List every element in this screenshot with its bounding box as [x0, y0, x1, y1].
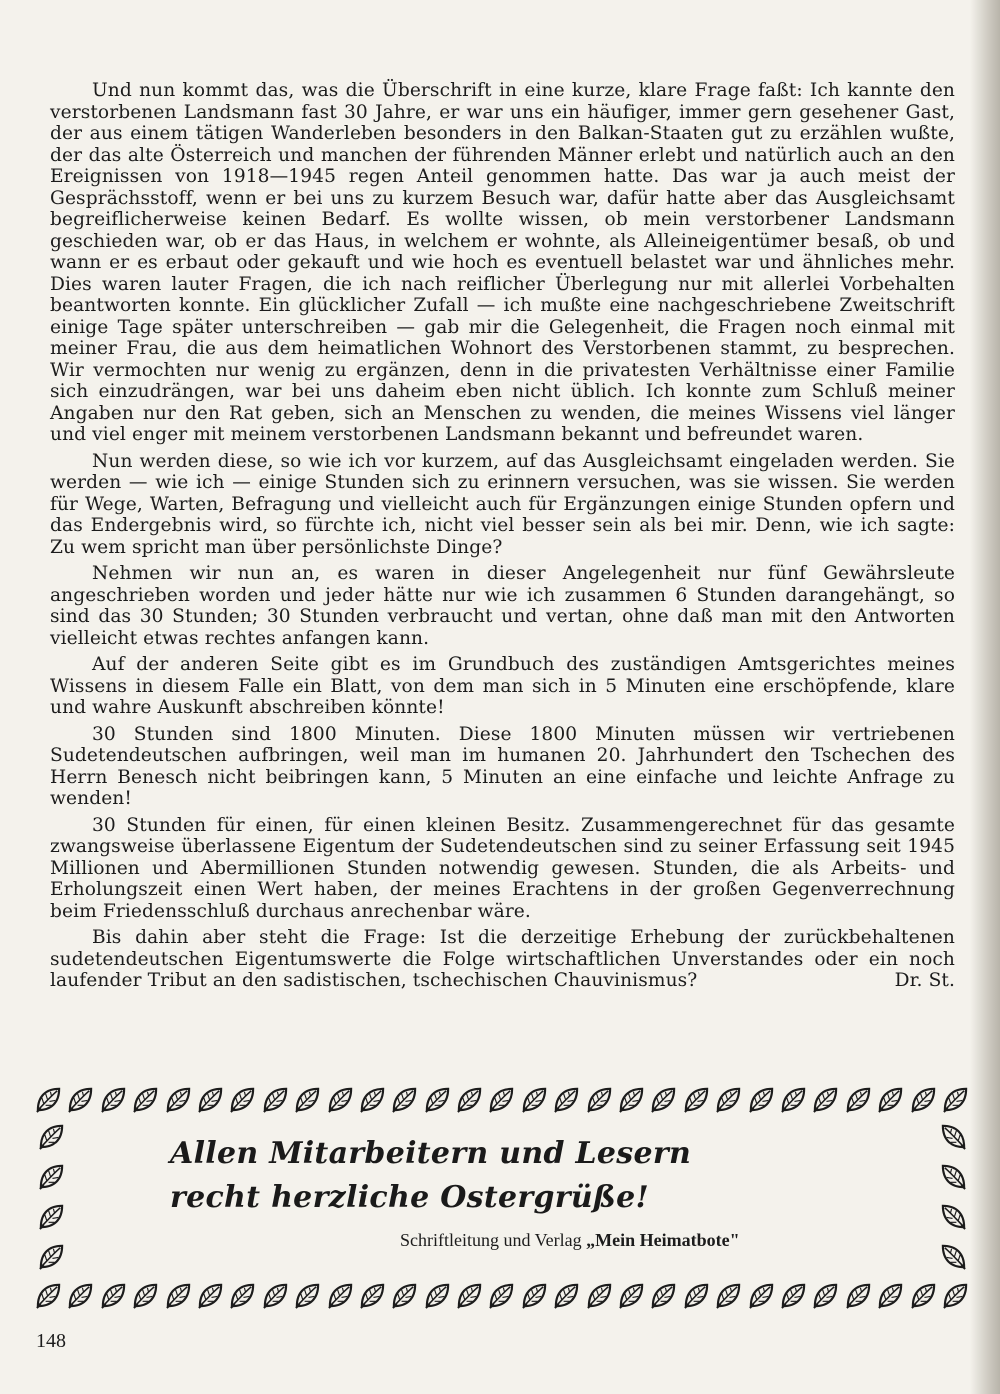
leaf-icon [585, 1085, 614, 1114]
greeting-line-1: Allen Mitarbeitern und Lesern [170, 1136, 692, 1171]
publisher-name: „Mein Heimatbote" [586, 1230, 740, 1250]
leaf-icon [358, 1281, 387, 1310]
paragraph-2: Nun werden diese, so wie ich vor kurzem, auf das Ausgleichsamt eingeladen werden. Sie werden — wie ich — einige Stunden sich zu erinnern versuchen, was sie wissen. Sie werden für Wege, Warten, Befragung und vielleicht auch für Ergänzungen einige Stunden opfern und das Endergebnis wird, so fürchte ich, nicht viel besser sein als bei mir. Denn, wie ich sagte: Zu wem spricht man über persönlichste Dinge? [50, 450, 955, 558]
leaf-icon [617, 1281, 646, 1310]
leaf-icon [487, 1085, 516, 1114]
greeting-text [170, 1132, 691, 1220]
leaf-icon [682, 1085, 711, 1114]
leaf-icon [34, 1281, 63, 1310]
author-signature: Dr. St. [894, 970, 955, 991]
leaf-icon [747, 1281, 776, 1310]
leaf-icon [909, 1085, 938, 1114]
paragraph-6: 30 Stunden für einen, für einen kleinen Besitz. Zusammengerechnet für das gesamte zwangsweise überlassene Eigentum der Sudetendeutschen sind zu seiner Erfassung seit 1945 Millionen und Abermillionen Stunden notwendig gewesen. Stunden, die als Arbeits- und Erholungszeit einen Wert haben, der meines Erachtens in der großen Gegenverrechnung beim Friedensschluß durchaus anrechenbar wäre. [50, 814, 955, 922]
leaf-icon [228, 1281, 257, 1310]
leaf-icon [844, 1281, 873, 1310]
ornament-border-right [936, 1116, 970, 1276]
page-edge-shadow [970, 0, 1000, 1394]
leaf-icon [293, 1281, 322, 1310]
leaf-icon [37, 1242, 66, 1271]
leaf-icon [390, 1281, 419, 1310]
leaf-icon [779, 1281, 808, 1310]
leaf-icon [423, 1281, 452, 1310]
leaf-icon [520, 1085, 549, 1114]
leaf-icon [939, 1202, 968, 1231]
leaf-icon [811, 1085, 840, 1114]
leaf-icon [66, 1085, 95, 1114]
leaf-icon [876, 1085, 905, 1114]
leaf-icon [939, 1122, 968, 1151]
leaf-icon [552, 1281, 581, 1310]
leaf-icon [649, 1281, 678, 1310]
leaf-icon [37, 1162, 66, 1191]
leaf-icon [99, 1281, 128, 1310]
paragraph-7 [50, 927, 955, 992]
leaf-icon [939, 1162, 968, 1191]
leaf-icon [37, 1122, 66, 1151]
leaf-icon [811, 1281, 840, 1310]
leaf-icon [326, 1281, 355, 1310]
leaf-icon [228, 1085, 257, 1114]
paragraph-3: Nehmen wir nun an, es waren in dieser Angelegenheit nur fünf Gewährsleute angeschrieben worden und jeder hätte nur wie ich zusammen 6 Stunden darangehängt, so sind das 30 Stunden; 30 Stunden verbraucht und vertan, ohne daß man mit den Antworten vielleicht etwas rechtes anfangen kann. [50, 563, 955, 649]
leaf-icon [390, 1085, 419, 1114]
leaf-icon [487, 1281, 516, 1310]
ornament-border-top [34, 1082, 970, 1116]
page-number: 148 [36, 1330, 66, 1352]
easter-greeting-box [34, 1082, 970, 1314]
leaf-icon [941, 1085, 970, 1114]
leaf-icon [196, 1085, 225, 1114]
leaf-icon [617, 1085, 646, 1114]
leaf-icon [261, 1281, 290, 1310]
leaf-icon [164, 1085, 193, 1114]
leaf-icon [455, 1281, 484, 1310]
leaf-icon [358, 1085, 387, 1114]
leaf-icon [196, 1281, 225, 1310]
publisher-credit [400, 1230, 740, 1251]
greeting-line-2: recht herzliche Ostergrüße! [170, 1180, 649, 1215]
publisher-prefix: Schriftleitung und Verlag [400, 1230, 582, 1250]
paragraph-5: 30 Stunden sind 1800 Minuten. Diese 1800 Minuten müssen wir vertriebenen Sudetendeutschen aufbringen, weil man im humanen 20. Jahrhundert den Tschechen des Herrn Benesch nicht beibringen kann, 5 Minuten an eine einfache und leichte Anfrage zu wenden! [50, 723, 955, 809]
ornament-border-bottom [34, 1278, 970, 1312]
paragraph-4: Auf der anderen Seite gibt es im Grundbuch des zuständigen Amtsgerichtes meines Wissens in diesem Falle ein Blatt, von dem man sich in 5 Minuten eine erschöpfende, klare und wahre Auskunft abschreiben könnte! [50, 654, 955, 718]
leaf-icon [261, 1085, 290, 1114]
leaf-icon [131, 1085, 160, 1114]
leaf-icon [909, 1281, 938, 1310]
leaf-icon [34, 1085, 63, 1114]
leaf-icon [939, 1242, 968, 1271]
leaf-icon [131, 1281, 160, 1310]
leaf-icon [164, 1281, 193, 1310]
leaf-icon [682, 1281, 711, 1310]
leaf-icon [844, 1085, 873, 1114]
leaf-icon [326, 1085, 355, 1114]
leaf-icon [520, 1281, 549, 1310]
paragraph-7-text: Bis dahin aber steht die Frage: Ist die derzeitige Erhebung der zurückbehaltenen sudetendeutschen Eigentumswerte die Folge wirtschaftlichen Unverstandes oder ein noch laufender Tribut an den sadistischen, tschechischen Chauvinismus? [50, 927, 955, 991]
leaf-icon [649, 1085, 678, 1114]
leaf-icon [779, 1085, 808, 1114]
leaf-icon [455, 1085, 484, 1114]
paragraph-1: Und nun kommt das, was die Überschrift in eine kurze, klare Frage faßt: Ich kannte den verstorbenen Landsmann fast 30 Jahre, er war uns ein häufiger, immer gern gesehener Gast, der aus einem tätigen Wanderleben besonders in den Balkan-Staaten gut zu erzählen wußte, der das alte Österreich und manchen der führenden Männer erlebt und natürlich auch an den Ereignissen von 1918—1945 regen Anteil genommen hatte. Das war ja auch meist der Gesprächsstoff, wenn er bei uns zu kurzem Besuch war, dafür hatte aber das Ausgleichsamt begreiflicherweise keinen Bedarf. Es wollte wissen, ob mein verstorbener Landsmann geschieden war, ob er das Haus, in welchem er wohnte, als Alleineigentümer besaß, ob und wann er es erbaut oder gekauft und wie hoch es eventuell belastet war und ähnliches mehr. Dies waren lauter Fragen, die ich nach reiflicher Überlegung nur mit allerlei Vorbehalten beantworten konnte. Ein glücklicher Zufall — ich mußte eine nachgeschriebene Zweitschrift einige Tage später unterschreiben — gab mir die Gelegenheit, die Fragen noch einmal mit meiner Frau, die aus dem heimatlichen Wohnort des Verstorbenen stammt, zu besprechen. Wir vermochten nur wenig zu ergänzen, denn in die privatesten Verhältnisse einer Familie sich einzudrängen, war bei uns daheim eben nicht üblich. Ich konnte zum Schluß meiner Angaben nur den Rat geben, sich an Menschen zu wenden, die meines Wissens viel länger und viel enger mit meinem verstorbenen Landsmann bekannt und befreundet waren. [50, 80, 955, 445]
article-body [50, 80, 955, 992]
leaf-icon [876, 1281, 905, 1310]
leaf-icon [714, 1281, 743, 1310]
leaf-icon [714, 1085, 743, 1114]
leaf-icon [99, 1085, 128, 1114]
leaf-icon [552, 1085, 581, 1114]
leaf-icon [66, 1281, 95, 1310]
leaf-icon [37, 1202, 66, 1231]
ornament-border-left [34, 1116, 68, 1276]
leaf-icon [585, 1281, 614, 1310]
leaf-icon [423, 1085, 452, 1114]
leaf-icon [747, 1085, 776, 1114]
leaf-icon [941, 1281, 970, 1310]
leaf-icon [293, 1085, 322, 1114]
